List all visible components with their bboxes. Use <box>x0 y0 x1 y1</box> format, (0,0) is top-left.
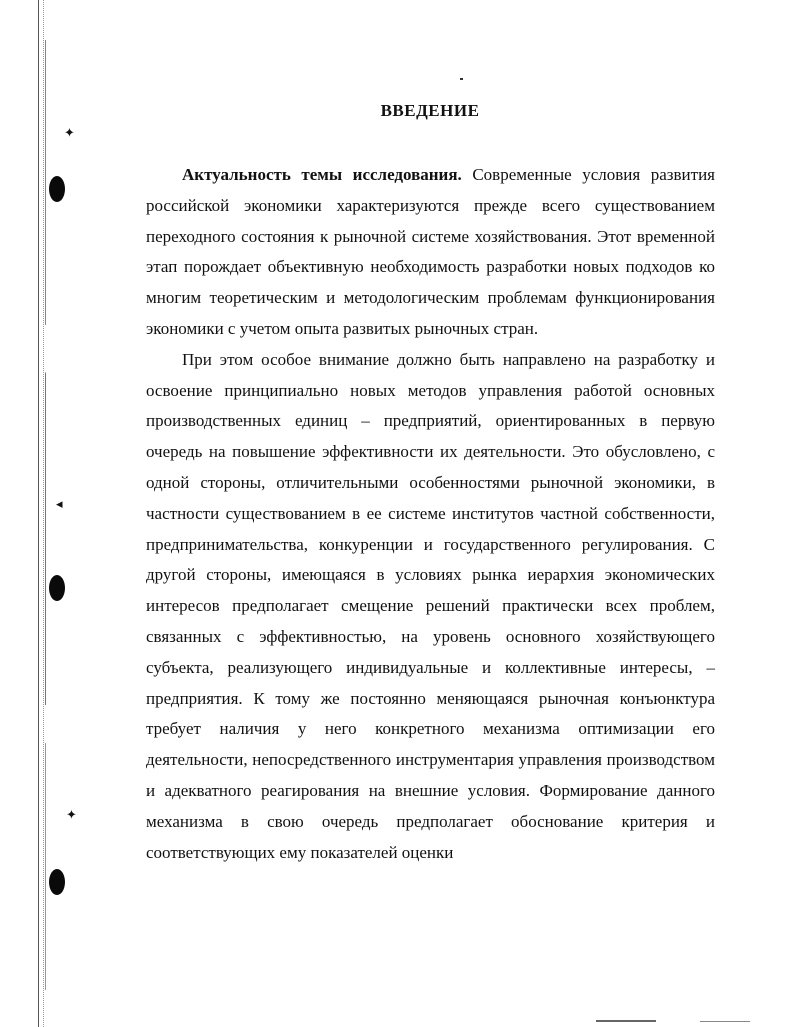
paragraph-lead: Актуальность темы исследования. <box>182 165 462 184</box>
scan-bottom-mark <box>596 1020 656 1022</box>
scan-mark-icon: ✦ <box>64 126 75 141</box>
punch-hole <box>49 869 65 895</box>
scan-mark-icon: ◂ <box>56 497 63 512</box>
scan-bottom-mark <box>700 1021 750 1022</box>
document-body <box>146 160 715 868</box>
scan-speck <box>460 78 463 80</box>
punch-hole <box>49 575 65 601</box>
page-title: ВВЕДЕНИЕ <box>380 101 480 120</box>
punch-hole <box>49 176 65 202</box>
scan-binding-line <box>45 40 46 990</box>
scan-binding-edge <box>38 0 44 1027</box>
paragraph-text: При этом особое внимание должно быть направлено на разработку и освоение принципиально новых методов управления работой основных производственных единиц – предприятий, ориентированных в первую очередь на повышение эффективности их деятельности. Это обусловлено, с одной стороны, отличительными особенностями рыночной экономики, в частности существованием в ее системе институтов частной собственности, предпринимательства, конкуренции и государственного регулирования. С другой стороны, имеющаяся в условиях рынка иерархия экономических интересов предполагает смещение решений практически всех проблем, связанных с эффективностью, на уровень основного хозяйствующего субъекта, реализующего индивидуальные и коллективные интересы, – предприятия. К тому же постоянно меняющаяся рыночная конъюнктура требует наличия у него конкретного механизма оптимизации его деятельности, непосредственного инструментария управления производством и адекватного реагирования на внешние условия. Формирование данного механизма в свою очередь предполагает обоснование критерия и соответствующих ему показателей оценки <box>146 349 715 862</box>
paragraph-management <box>146 345 715 869</box>
paragraph-relevance <box>146 160 715 345</box>
paragraph-text: Современные условия развития российской экономики характеризуются прежде всего существованием переходного состояния к рыночной системе хозяйствования. Этот временной этап порождает объективную необходимость разработки новых подходов ко многим теоретическим и методологическим проблемам функционирования экономики с учетом опыта развитых рыночных стран. <box>146 165 715 338</box>
scan-mark-icon: ✦ <box>66 808 77 823</box>
